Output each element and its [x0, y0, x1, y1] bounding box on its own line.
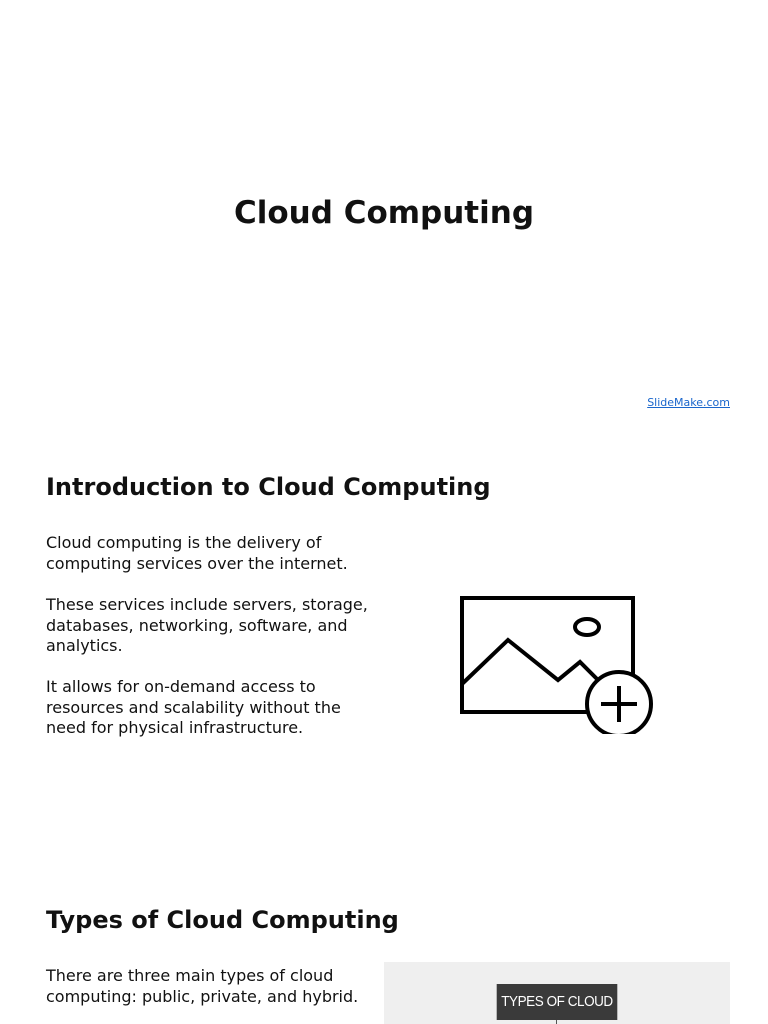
- section-heading-introduction: Introduction to Cloud Computing: [46, 473, 491, 501]
- types-paragraph-1: There are three main types of cloud computing: public, private, and hybrid.: [46, 966, 359, 1006]
- page-title: Cloud Computing: [233, 195, 535, 231]
- types-of-cloud-image: [384, 962, 730, 1024]
- slidemake-link[interactable]: SlideMake.com: [647, 396, 730, 409]
- intro-paragraph-3: It allows for on-demand access to resources and scalability without the need for physical infrastructure.: [46, 677, 341, 737]
- add-image-icon: [456, 592, 658, 734]
- connector-line: [556, 1020, 557, 1024]
- intro-paragraph-1: Cloud computing is the delivery of computing services over the internet.: [46, 533, 348, 573]
- types-of-cloud-label: TYPES OF CLOUD: [497, 984, 618, 1020]
- intro-paragraph-2: These services include servers, storage, databases, networking, software, and analytics.: [46, 595, 368, 655]
- section-heading-types: Types of Cloud Computing: [46, 906, 399, 934]
